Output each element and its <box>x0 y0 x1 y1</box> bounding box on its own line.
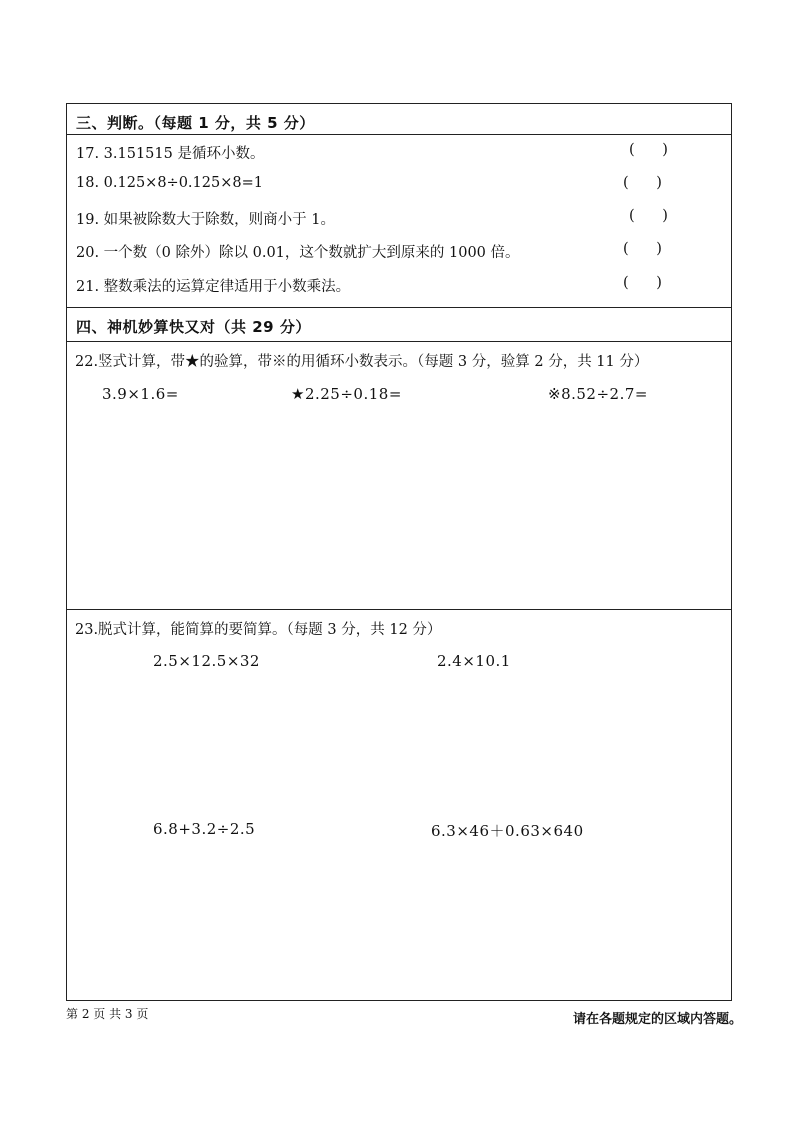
q22-item-2: ★2.25÷0.18= <box>291 385 402 403</box>
page-number: 第 2 页 共 3 页 <box>66 1007 149 1021</box>
question-17: 17. 3.151515 是循环小数。 <box>76 146 265 162</box>
answer-blank-20[interactable]: ( ) <box>623 241 662 257</box>
question-18: 18. 0.125×8÷0.125×8=1 <box>76 175 263 191</box>
divider <box>67 341 731 342</box>
question-19: 19. 如果被除数大于除数，则商小于 1。 <box>76 212 336 228</box>
section-4-title: 四、神机妙算快又对（共 29 分） <box>76 318 311 336</box>
q23-item-3: 6.8+3.2÷2.5 <box>153 820 256 838</box>
question-23: 23.脱式计算，能简算的要简算。（每题 3 分，共 12 分） <box>75 622 442 638</box>
answer-blank-18[interactable]: ( ) <box>623 175 662 191</box>
q22-item-1: 3.9×1.6= <box>102 385 179 403</box>
divider <box>67 307 731 308</box>
q23-item-1: 2.5×12.5×32 <box>153 652 260 670</box>
q23-item-4: 6.3×46＋0.63×640 <box>431 822 584 840</box>
answer-sheet-frame <box>66 103 732 1001</box>
q23-item-2: 2.4×10.1 <box>437 652 511 670</box>
answer-blank-17[interactable]: ( ) <box>629 142 668 158</box>
section-3-title: 三、判断。（每题 1 分，共 5 分） <box>76 114 315 132</box>
answer-blank-21[interactable]: ( ) <box>623 275 662 291</box>
question-20: 20. 一个数（0 除外）除以 0.01，这个数就扩大到原来的 1000 倍。 <box>76 245 520 261</box>
q22-item-3: ※8.52÷2.7= <box>548 385 648 403</box>
divider <box>67 609 731 610</box>
divider <box>67 134 731 135</box>
question-22: 22.竖式计算，带★的验算，带※的用循环小数表示。（每题 3 分，验算 2 分，共 11 分） <box>75 354 649 370</box>
answer-blank-19[interactable]: ( ) <box>629 208 668 224</box>
question-21: 21. 整数乘法的运算定律适用于小数乘法。 <box>76 279 351 295</box>
answer-area-note: 请在各题规定的区域内答题。 <box>572 1012 742 1027</box>
